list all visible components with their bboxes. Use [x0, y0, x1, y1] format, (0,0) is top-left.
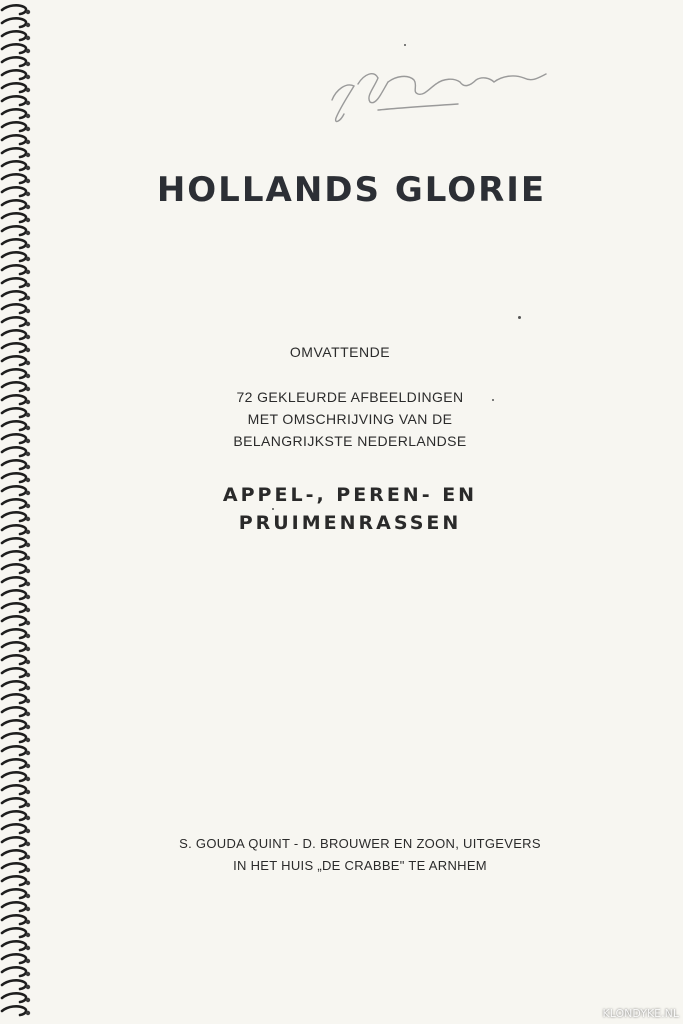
spiral-loop: [2, 252, 30, 261]
site-watermark: KLONDYKE.NL: [602, 1007, 679, 1020]
spiral-loop: [2, 902, 30, 911]
spiral-loop: [2, 148, 30, 157]
spiral-loop: [2, 668, 30, 677]
spiral-loop: [2, 850, 30, 859]
spiral-loop: [2, 772, 30, 781]
spiral-loop: [2, 707, 30, 716]
fruit-varieties-heading: [210, 481, 490, 537]
spiral-loop: [2, 421, 30, 430]
spiral-loop: [2, 1006, 30, 1015]
spiral-loop: [2, 44, 30, 53]
spiral-loop: [2, 291, 30, 300]
spiral-loop: [2, 681, 30, 690]
spiral-loop: [2, 265, 30, 274]
spiral-loop: [2, 629, 30, 638]
spiral-loop: [2, 863, 30, 872]
spiral-loop: [2, 525, 30, 534]
fruit-line: PRUIMENRASSEN: [238, 512, 462, 534]
spiral-loop: [2, 57, 30, 66]
spiral-loop: [2, 343, 30, 352]
spiral-loop: [2, 70, 30, 79]
spiral-loop: [2, 785, 30, 794]
spiral-loop: [2, 564, 30, 573]
spiral-binding-icon: [0, 0, 38, 1024]
spiral-loop: [2, 720, 30, 729]
spiral-loop: [2, 746, 30, 755]
spiral-loop: [2, 213, 30, 222]
description-line: 72 GEKLEURDE AFBEELDINGEN: [236, 389, 464, 405]
spiral-loop: [2, 226, 30, 235]
book-title: HOLLANDS GLORIE: [156, 170, 547, 210]
spiral-loop: [2, 694, 30, 703]
intro-text: OMVATTENDE: [289, 344, 391, 360]
spiral-loop: [2, 5, 30, 14]
spiral-loop: [2, 317, 30, 326]
spiral-loop: [2, 31, 30, 40]
spiral-loop: [2, 161, 30, 170]
spiral-loop: [2, 928, 30, 937]
spiral-loop: [2, 382, 30, 391]
spiral-loop: [2, 993, 30, 1002]
spiral-loop: [2, 109, 30, 118]
paper-speck: [518, 316, 521, 319]
spiral-loop: [2, 980, 30, 989]
publisher-line: S. GOUDA QUINT - D. BROUWER EN ZOON, UITGEVERS: [179, 836, 541, 851]
spiral-loop: [2, 408, 30, 417]
spiral-loop: [2, 304, 30, 313]
paper-speck: [492, 399, 494, 401]
spiral-loop: [2, 811, 30, 820]
spiral-loop: [2, 135, 30, 144]
spiral-loop: [2, 239, 30, 248]
spiral-loop: [2, 616, 30, 625]
spiral-loop: [2, 941, 30, 950]
description-block: [210, 386, 490, 452]
spiral-loop: [2, 642, 30, 651]
spiral-loop: [2, 447, 30, 456]
spiral-loop: [2, 18, 30, 27]
spiral-loop: [2, 356, 30, 365]
fruit-line: APPEL-, PEREN- EN: [222, 484, 478, 506]
publisher-line: IN HET HUIS „DE CRABBE" TE ARNHEM: [233, 858, 487, 873]
spiral-loop: [2, 824, 30, 833]
spiral-loop: [2, 889, 30, 898]
description-line: BELANGRIJKSTE NEDERLANDSE: [233, 433, 467, 449]
spiral-loop: [2, 577, 30, 586]
spiral-loop: [2, 837, 30, 846]
spiral-loop: [2, 915, 30, 924]
spiral-loop: [2, 499, 30, 508]
spiral-loop: [2, 83, 30, 92]
spiral-loop: [2, 967, 30, 976]
spiral-loop: [2, 460, 30, 469]
spiral-loop: [2, 486, 30, 495]
spiral-loop: [2, 954, 30, 963]
spiral-loop: [2, 603, 30, 612]
spiral-loop: [2, 330, 30, 339]
description-line: MET OMSCHRIJVING VAN DE: [247, 411, 453, 427]
spiral-loop: [2, 473, 30, 482]
spiral-loop: [2, 538, 30, 547]
spiral-loop: [2, 434, 30, 443]
spiral-loop: [2, 551, 30, 560]
paper-speck: [272, 508, 274, 510]
spiral-loop: [2, 733, 30, 742]
spiral-loop: [2, 369, 30, 378]
paper-speck: [404, 44, 406, 46]
spiral-loop: [2, 96, 30, 105]
spiral-loop: [2, 759, 30, 768]
publisher-imprint: [140, 833, 580, 877]
spiral-loop: [2, 395, 30, 404]
spiral-loop: [2, 655, 30, 664]
spiral-loop: [2, 278, 30, 287]
spiral-loop: [2, 122, 30, 131]
spiral-loop: [2, 876, 30, 885]
spiral-loop: [2, 512, 30, 521]
spiral-loop: [2, 590, 30, 599]
spiral-loop: [2, 798, 30, 807]
handwritten-signature-icon: [318, 52, 568, 152]
